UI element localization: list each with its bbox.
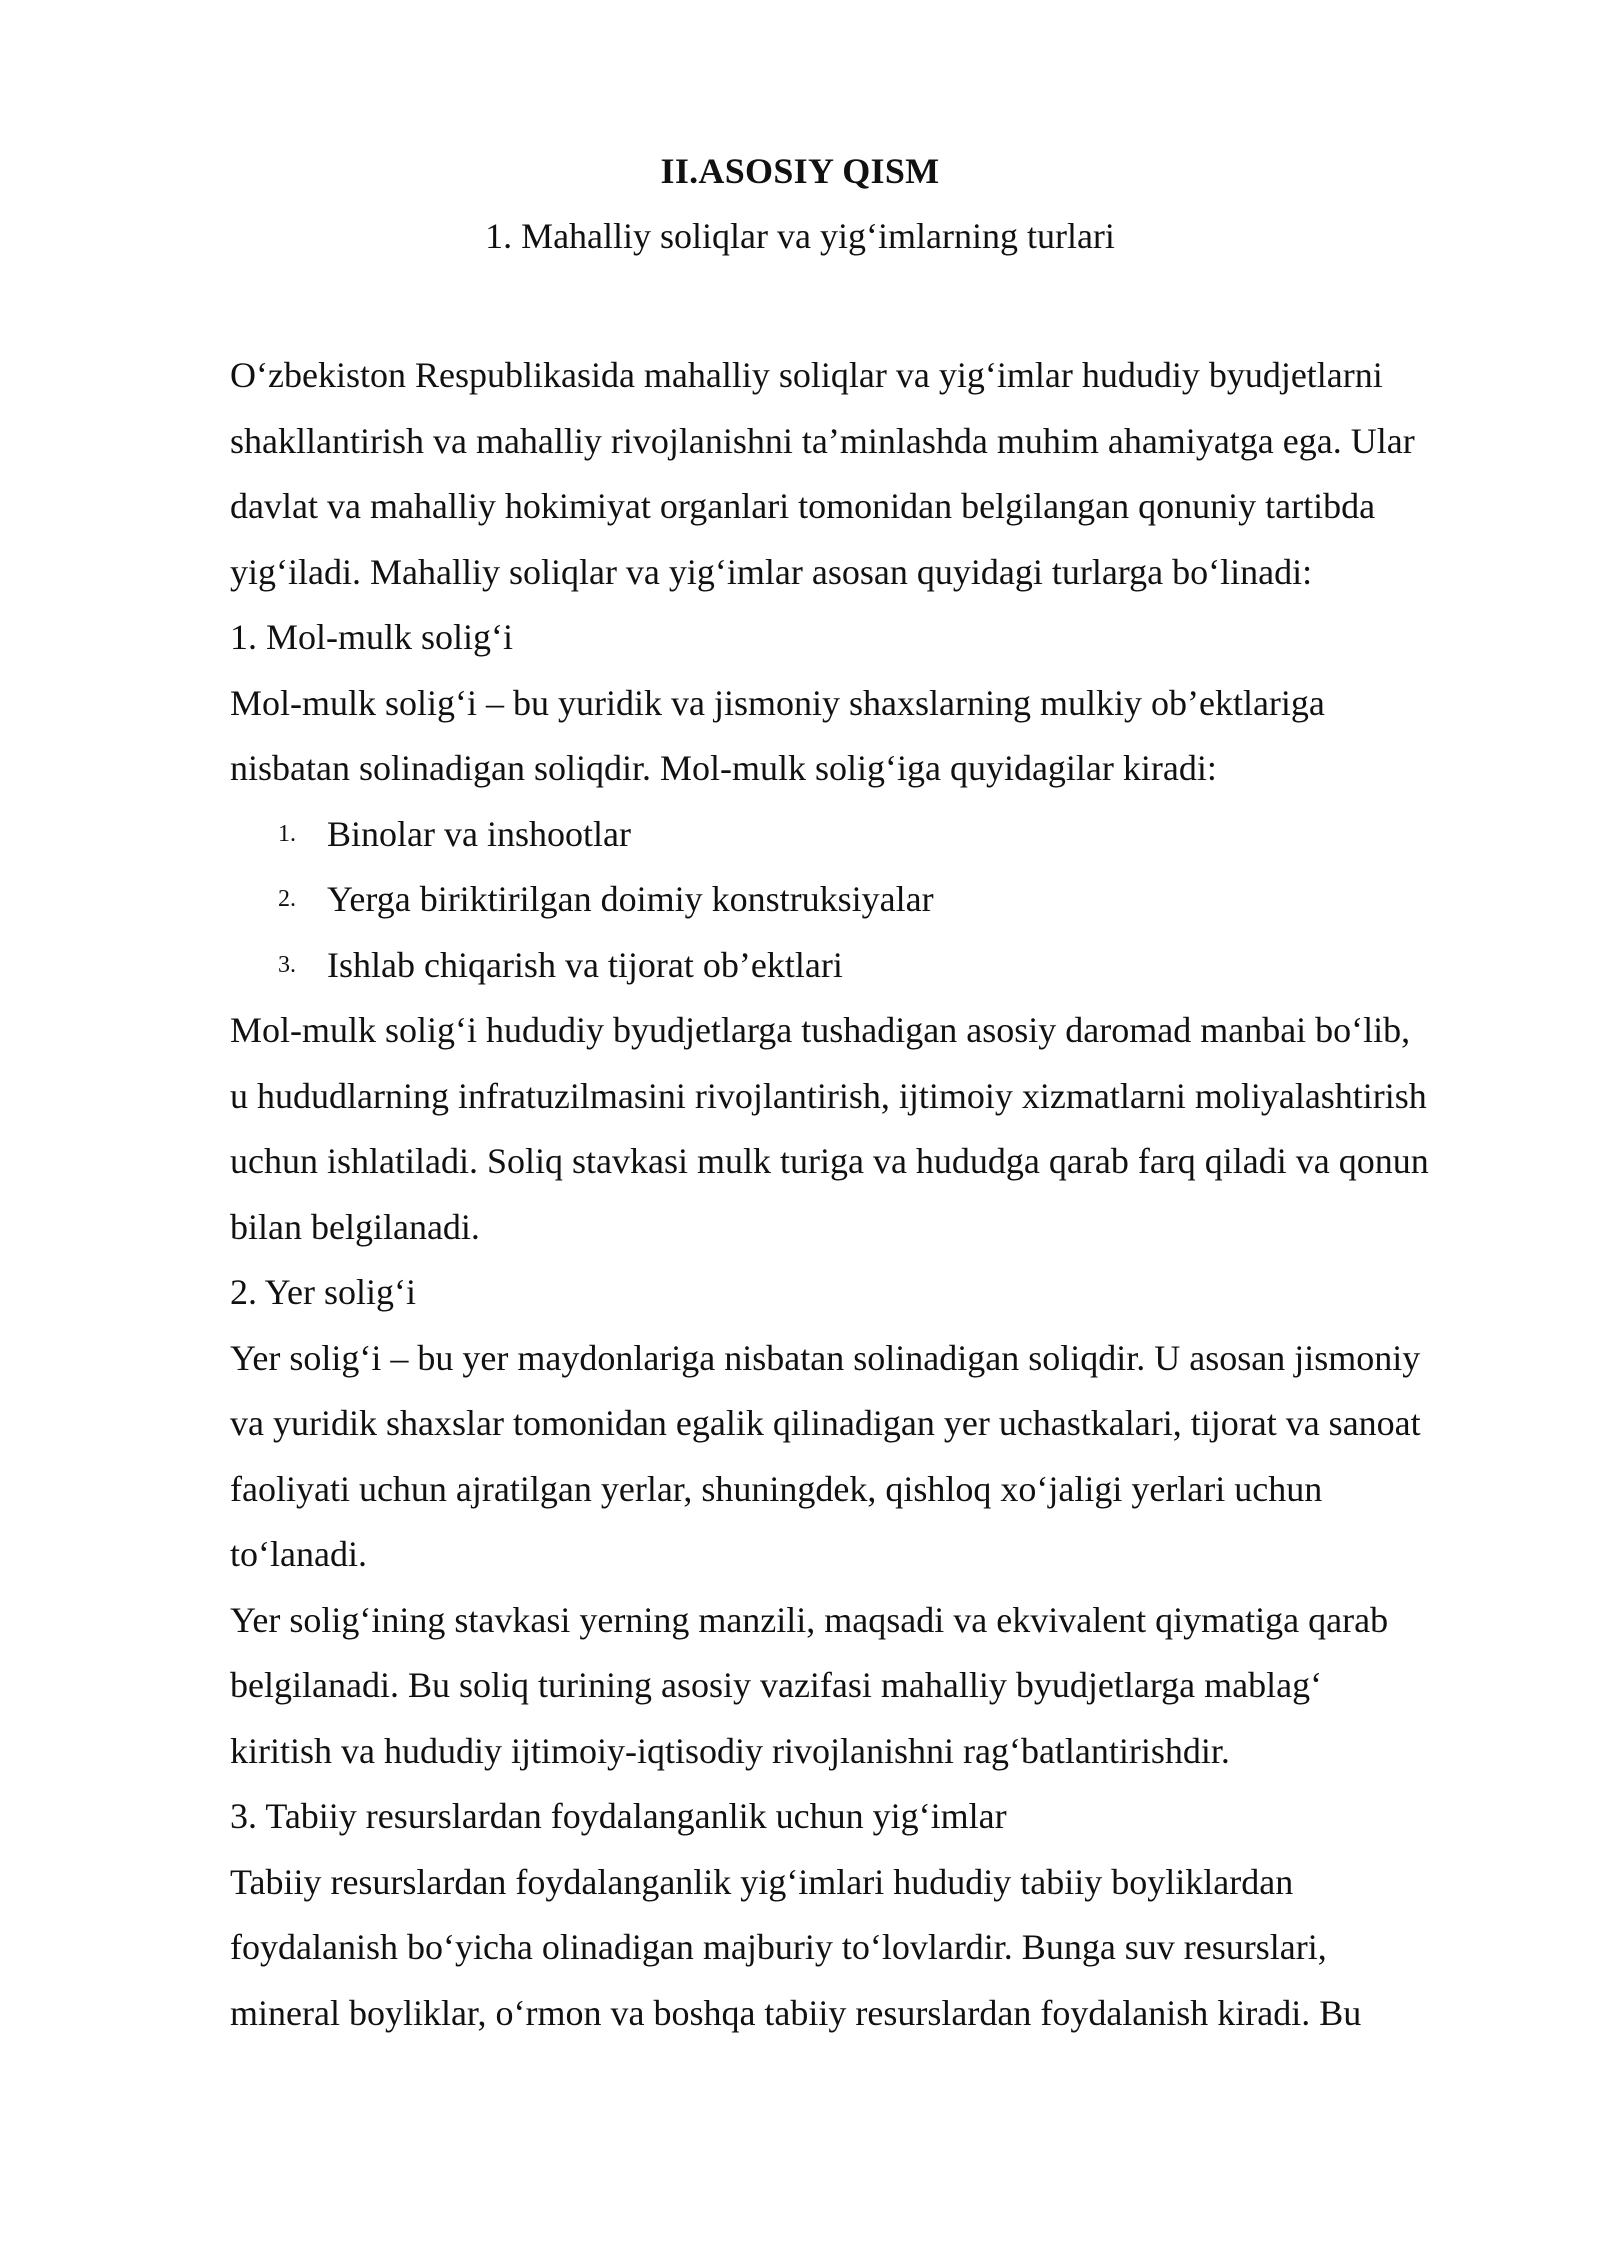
body-line: mineral boyliklar, o‘rmon va boshqa tabiiy resurslardan foydalanish kiradi. Bu <box>230 1992 1362 2033</box>
body-line: shakllantirish va mahalliy rivojlanishni ta’minlashda muhim ahamiyatga ega. Ular <box>230 420 1415 461</box>
page-title: II.ASOSIY QISM <box>660 151 940 191</box>
body-line: u hududlarning infratuzilmasini rivojlantirish, ijtimoiy xizmatlarni moliyalashtirish <box>230 1075 1427 1116</box>
subsection-heading: 1. Mol-mulk solig‘i <box>230 617 514 657</box>
body-line: uchun ishlatiladi. Soliq stavkasi mulk turiga va hududga qarab farq qiladi va qonun <box>230 1141 1429 1181</box>
body-line: faoliyati uchun ajratilgan yerlar, shuningdek, qishloq xo‘jaligi yerlari uchun <box>230 1468 1323 1509</box>
body-line: Mol-mulk solig‘i – bu yuridik va jismoniy shaxslarning mulkiy ob’ektlariga <box>230 682 1325 723</box>
list-item-number: 1. <box>278 820 296 847</box>
list-item <box>230 933 1492 999</box>
body-line: Mol-mulk solig‘i hududiy byudjetlarga tushadigan asosiy daromad manbai bo‘lib, <box>230 1010 1411 1050</box>
document-body <box>230 343 1492 2046</box>
body-line: va yuridik shaxslar tomonidan egalik qilinadigan yer uchastkalari, tijorat va sanoat <box>230 1403 1421 1443</box>
list-item-text: Yerga biriktirilgan doimiy konstruksiyalar <box>327 879 934 919</box>
list-item <box>230 802 1492 868</box>
body-line: foydalanish bo‘yicha olinadigan majburiy to‘lovlardir. Bunga suv resurslari, <box>230 1927 1327 1967</box>
body-line: davlat va mahalliy hokimiyat organlari tomonidan belgilangan qonuniy tartibda <box>230 486 1376 526</box>
list-item-number: 3. <box>278 951 296 978</box>
body-line: nisbatan solinadigan soliqdir. Mol-mulk solig‘iga quyidagilar kiradi: <box>230 748 1217 788</box>
body-line: Tabiiy resurslardan foydalanganlik yig‘imlari hududiy tabiiy boyliklardan <box>230 1861 1294 1902</box>
body-line: to‘lanadi. <box>230 1534 367 1574</box>
body-line: bilan belgilanadi. <box>230 1206 480 1247</box>
subsection-heading: 2. Yer solig‘i <box>230 1272 417 1312</box>
body-line: kiritish va hududiy ijtimoiy-iqtisodiy rivojlanishni rag‘batlantirishdir. <box>230 1730 1230 1771</box>
section-title: 1. Mahalliy soliqlar va yig‘imlarning turlari <box>485 216 1115 256</box>
body-line: O‘zbekiston Respublikasida mahalliy soliqlar va yig‘imlar hududiy byudjetlarni <box>230 355 1383 395</box>
list-item-number: 2. <box>278 886 296 912</box>
list-item-text: Ishlab chiqarish va tijorat ob’ektlari <box>327 944 843 985</box>
body-line: Yer solig‘i – bu yer maydonlariga nisbatan solinadigan soliqdir. U asosan jismoniy <box>230 1337 1421 1378</box>
body-line: yig‘iladi. Mahalliy soliqlar va yig‘imlar asosan quyidagi turlarga bo‘linadi: <box>230 551 1313 592</box>
body-line: Yer solig‘ining stavkasi yerning manzili, maqsadi va ekvivalent qiymatiga qarab <box>230 1599 1389 1640</box>
subsection-heading: 3. Tabiiy resurslardan foydalanganlik uchun yig‘imlar <box>230 1796 1007 1836</box>
list-item-text: Binolar va inshootlar <box>327 813 631 854</box>
body-line: belgilanadi. Bu soliq turining asosiy vazifasi mahalliy byudjetlarga mablag‘ <box>230 1665 1323 1705</box>
list-item <box>230 867 1492 933</box>
